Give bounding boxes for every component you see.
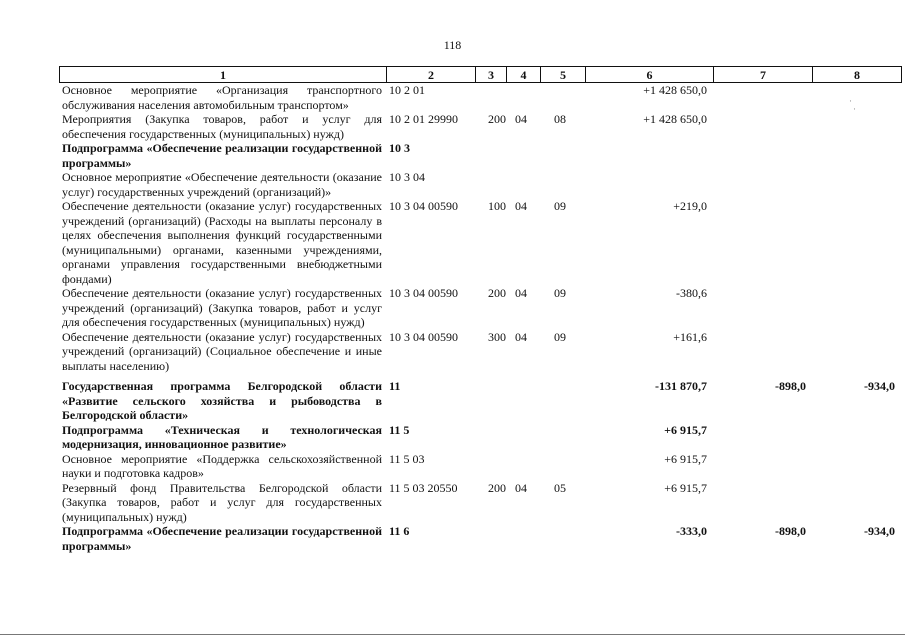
row-col7-cell [714,330,813,374]
column-header: 7 [714,67,813,83]
row-col6-cell: -380,6 [676,286,707,300]
row-col8-cell: -934,0 [864,524,895,538]
row-col8-cell: -934,0 [864,379,895,393]
column-header: 5 [541,67,586,83]
column-header: 3 [476,67,507,83]
row-col8-cell [813,141,902,170]
row-col5-cell [541,452,586,481]
row-col8-cell [813,83,902,113]
row-name-cell: Основное мероприятие «Поддержка сельскохозяйственной науки и подготовка кадров» [62,451,382,480]
row-col4-cell [507,524,541,553]
row-col4-cell [507,141,541,170]
table-row [60,199,902,286]
row-col3-cell: 200 [488,480,506,495]
row-name-cell: Мероприятия (Закупка товаров, работ и услуг для обеспечения государственных (муниципальных) нужд) [62,112,382,141]
column-header: 6 [586,67,714,83]
row-col8-cell [813,199,902,286]
row-name-cell: Подпрограмма «Обеспечение реализации государственной программы» [62,524,382,553]
row-code-cell: 11 5 03 20550 [389,480,458,495]
row-code-cell: 10 3 04 00590 [389,329,458,344]
row-col7-cell [714,141,813,170]
row-col7-cell [714,452,813,481]
row-col5-cell [541,83,586,113]
table-header-row [60,67,902,83]
row-col5-cell [541,524,586,553]
row-code-cell: 11 6 [389,524,410,538]
row-col6-cell: +1 428 650,0 [643,83,707,97]
row-col5-cell [541,373,586,423]
table-row [60,373,902,423]
row-col8-cell [813,112,902,141]
row-col7-cell [714,112,813,141]
row-col8-cell [813,481,902,525]
row-col8-cell [813,452,902,481]
row-code-cell: 10 2 01 29990 [389,112,458,126]
row-name-cell: Обеспечение деятельности (оказание услуг) государственных учреждений (организаций) (Социальное обеспечение и иные выплаты населению) [62,329,382,373]
table-row [60,83,902,113]
row-col3-cell [476,452,507,481]
table-row [60,112,902,141]
row-col7-cell [714,199,813,286]
table-row [60,286,902,330]
row-col7-cell [714,83,813,113]
row-col4-cell [507,83,541,113]
row-col6-cell: +6 915,7 [664,451,707,466]
row-col3-cell: 300 [488,329,506,344]
row-col4-cell [507,423,541,452]
row-col6-cell [586,170,714,199]
row-code-cell: 10 3 04 00590 [389,286,458,300]
row-col8-cell [813,423,902,452]
row-col3-cell: 100 [488,199,506,213]
table-row [60,452,902,481]
row-col5-cell [541,423,586,452]
table-row [60,330,902,374]
row-col4-cell [507,373,541,423]
row-col3-cell [476,373,507,423]
row-col6-cell: +161,6 [673,329,707,344]
row-col3-cell [476,141,507,170]
row-col3-cell [476,423,507,452]
row-col5-cell: 09 [554,286,566,300]
row-col3-cell: 200 [488,112,506,126]
row-name-cell: Обеспечение деятельности (оказание услуг) государственных учреждений (организаций) (Закупка товаров, работ и услуг для обеспечения государственных (муниципальных) нужд) [62,286,382,329]
row-col8-cell [813,170,902,199]
row-name-cell: Основное мероприятие «Организация транспортного обслуживания населения автомобильным транспортом» [62,83,382,112]
row-code-cell: 10 3 [389,141,410,155]
table-row [60,141,902,170]
row-code-cell: 11 [389,379,401,393]
table-row [60,423,902,452]
row-code-cell: 10 2 01 [389,83,425,97]
row-name-cell: Обеспечение деятельности (оказание услуг) государственных учреждений (организаций) (Расходы на выплаты персоналу в целях обеспечения выполнения функций государственными (муниципальными) органами, казенными учреждениями, органами управления государственными внебюджетными фондами) [62,199,382,286]
row-col3-cell [476,524,507,553]
row-name-cell: Подпрограмма «Обеспечение реализации государственной программы» [62,141,382,170]
scan-edge-rule [0,634,905,635]
row-col5-cell: 08 [554,112,566,126]
row-col4-cell: 04 [515,480,527,495]
row-col6-cell: -333,0 [676,524,707,538]
table-body [60,83,902,554]
row-col4-cell: 04 [515,286,527,300]
table-row [60,481,902,525]
scan-speck: · [853,104,856,114]
table-row [60,170,902,199]
row-col6-cell: +1 428 650,0 [643,112,707,126]
row-col4-cell [507,170,541,199]
row-col3-cell: 200 [488,286,506,300]
row-col3-cell [476,83,507,113]
row-col5-cell [541,170,586,199]
row-col5-cell [541,141,586,170]
row-col7-cell: -898,0 [775,379,806,393]
row-code-cell: 11 5 [389,422,410,437]
column-header: 8 [813,67,902,83]
row-col4-cell: 04 [515,329,527,344]
column-header: 4 [507,67,541,83]
row-col6-cell [586,141,714,170]
column-header: 1 [60,67,387,83]
row-name-cell: Резервный фонд Правительства Белгородской области (Закупка товаров, работ и услуг для государственных (муниципальных) нужд) [62,480,382,524]
row-col4-cell [507,452,541,481]
row-col8-cell [813,330,902,374]
page-number: 118 [443,38,462,52]
row-col7-cell [714,481,813,525]
row-col6-cell: +6 915,7 [664,480,707,495]
row-col7-cell: -898,0 [775,524,806,538]
table-row [60,524,902,553]
row-col3-cell [476,170,507,199]
row-col6-cell: +219,0 [673,199,707,213]
row-col5-cell: 05 [554,480,566,495]
scan-speck: · [849,96,852,106]
row-col7-cell [714,170,813,199]
row-code-cell: 11 5 03 [389,451,425,466]
budget-table [59,66,902,553]
row-col5-cell: 09 [554,329,566,344]
row-col5-cell: 09 [554,199,566,213]
row-col4-cell: 04 [515,112,527,126]
row-code-cell: 10 3 04 [389,170,425,184]
row-col8-cell [813,286,902,330]
row-col6-cell: -131 870,7 [655,379,707,393]
row-name-cell: Основное мероприятие «Обеспечение деятельности (оказание услуг) государственных учреждений (организаций)» [62,170,382,199]
row-name-cell: Подпрограмма «Техническая и технологическая модернизация, инновационное развитие» [62,422,382,451]
row-name-cell: Государственная программа Белгородской области «Развитие сельского хозяйства и рыбоводства в Белгородской области» [62,379,382,422]
row-col7-cell [714,286,813,330]
row-col7-cell [714,423,813,452]
row-col4-cell: 04 [515,199,527,213]
row-code-cell: 10 3 04 00590 [389,199,458,213]
row-col6-cell: +6 915,7 [664,422,707,437]
column-header: 2 [387,67,476,83]
